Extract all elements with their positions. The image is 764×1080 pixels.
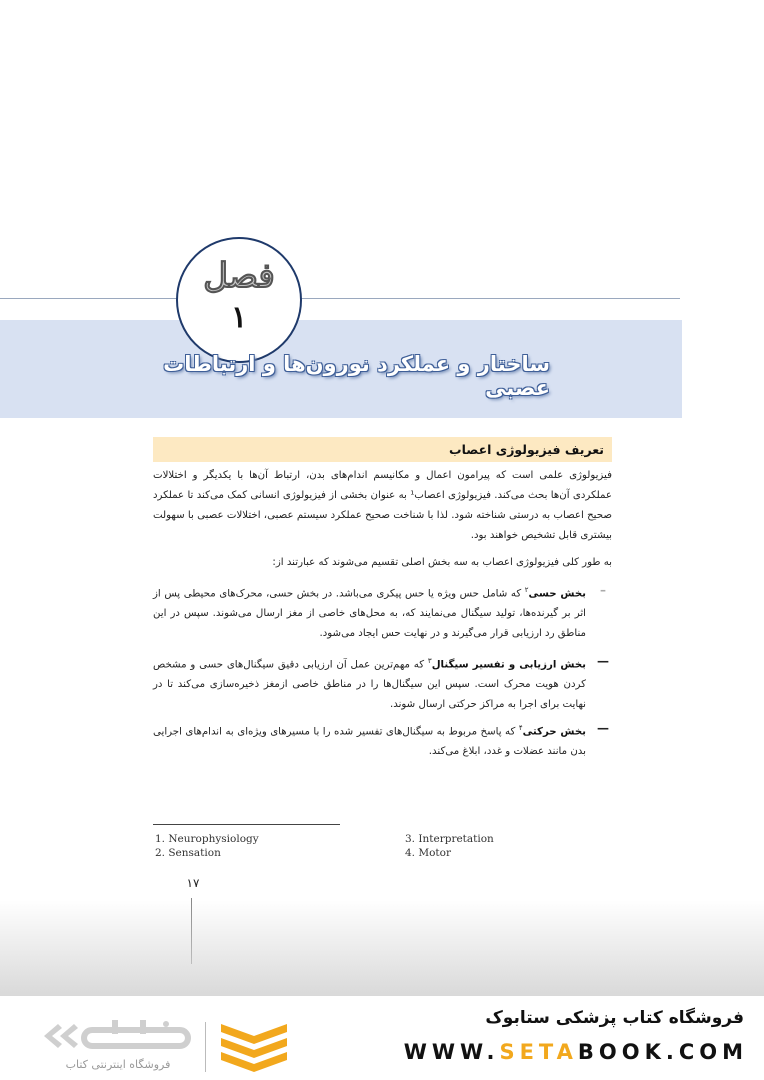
bullet-term: بخش حرکتی [522,726,586,738]
logo-divider [205,1022,206,1072]
bullet-body: که شامل حس ویژه یا حس پیکری می‌باشد. در بخش حسی، محرک‌های محیطی پس از اثر بر گیرنده‌ها، تولید سیگنال می‌نمایند که، به محل‌های خاصی از مغز ارسال می‌شوند. سپس در این مناطق رد ارزیابی قرار می‌گیرند و در نهایت حس ایجاد می‌شود. [153,588,586,640]
store-url[interactable] [388,1040,748,1064]
bullet-item-motor [153,718,612,762]
bullet-term: بخش حسی [528,588,586,600]
bullet-body: که مهم‌ترین عمل آن ارزیابی دقیق سیگنال‌های حسی و مشخص کردن هویت محرک است. سپس این سیگنال‌ها را در مناطق خاصی ازمغز ذخیره‌سازی می‌کند تا در نهایت برای اجرا به مراکز حرکتی ارسال شوند. [153,659,586,711]
bullet-text [153,580,586,644]
bullet-item-sensory [153,580,612,644]
url-accent: SETA [499,1040,578,1064]
footnote-column-left [155,832,259,860]
bottom-fade [0,900,764,996]
footnote-ref: ۴ [518,724,523,732]
chapter-number: ۱ [230,300,248,335]
bullet-dash: — [597,654,609,668]
bullet-text [153,718,586,762]
setabook-wordmark-logo [36,1014,196,1058]
bullet-dash: — [597,721,609,735]
setabook-book-icon [215,1016,293,1074]
chapter-word: فصل [203,256,275,296]
division-paragraph: به طور کلی فیزیولوژی اعصاب به سه بخش اصلی تقسیم می‌شوند که عبارتند از: [272,557,612,568]
bullet-text [153,651,586,715]
footnote-rule [153,824,340,825]
footnote-1: 1. Neurophysiology [155,833,259,845]
footnote-4: 4. Motor [405,847,451,859]
footnote-3: 3. Interpretation [405,833,494,845]
section-heading: تعریف فیزیولوژی اعصاب [153,437,612,462]
page-number: ۱۷ [186,876,200,890]
bullet-item-interpretation [153,651,612,715]
store-name: فروشگاه کتاب پزشکی ستابوک [485,1008,744,1028]
chapter-top-rule [0,298,680,299]
logo-tagline: فروشگاه اینترنتی کتاب [65,1058,171,1071]
bullet-dash: – [600,583,606,597]
footnote-column-right [405,832,494,860]
bullet-term: بخش ارزیابی و تفسیر سیگنال [431,659,586,671]
bullet-body: که پاسخ مربوط به سیگنال‌های تفسیر شده را با مسیرهای ویژه‌ای به اندام‌های اجرایی بدن مانند عضلات و غدد، ابلاغ می‌کند. [153,726,586,758]
intro-paragraph: فیزیولوژی علمی است که پیرامون اعمال و مکانیسم اندام‌های بدن، ارتباط آن‌ها با یکدیگر و اختلالات عملکردی آن‌ها بحث می‌کند. فیزیولوژی اعصاب¹ به عنوان بخشی از فیزیولوژی انسانی کمک می‌کند تا عملکرد صحیح اعصاب به درستی شناخته شود. لذا با شناخت صحیح عملکرد سیستم عصبی، اختلالات عصبی با سهولت بیشتری قابل تشخیص خواهند بود. [153,470,612,541]
footnote-2: 2. Sensation [155,847,221,859]
footnote-ref: ۳ [427,657,432,665]
chapter-badge [176,237,302,363]
footnote-ref: ۲ [524,586,529,594]
url-suffix: BOOK.COM [577,1040,748,1064]
url-prefix: WWW. [403,1040,500,1064]
chapter-title: ساختار و عملکرد نورون‌ها و ارتباطات عصبی [163,352,550,400]
